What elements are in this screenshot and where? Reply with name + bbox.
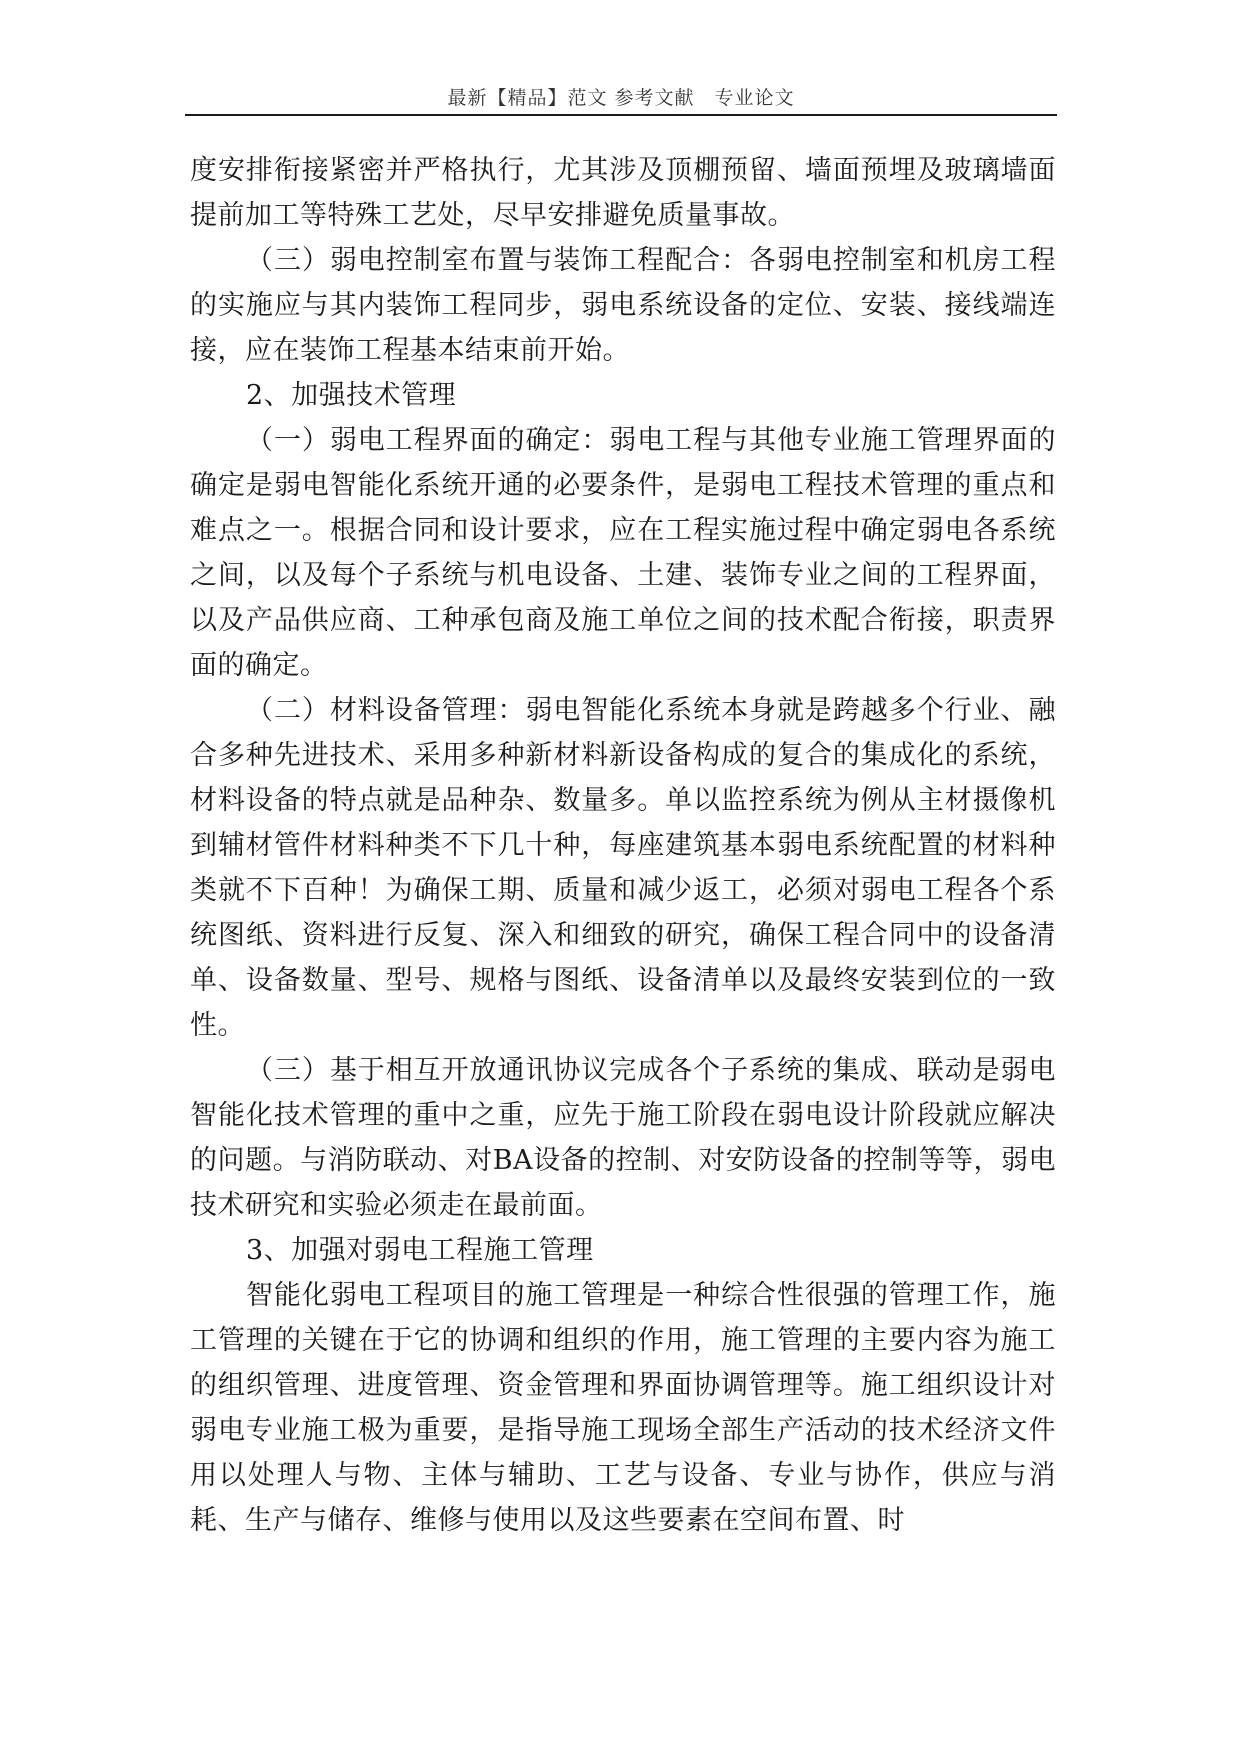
- header-divider: [185, 114, 1057, 116]
- paragraph-control-room: （三）弱电控制室布置与装饰工程配合：各弱电控制室和机房工程的实施应与其内装饰工程同步，弱电系统设备的定位、安装、接线端连接，应在装饰工程基本结束前开始。: [190, 245, 1056, 366]
- document-body: [190, 148, 1056, 1543]
- page-header: 最新【精品】范文 参考文献 专业论文: [447, 87, 795, 109]
- paragraph-material-equipment: （二）材料设备管理：弱电智能化系统本身就是跨越多个行业、融合多种先进技术、采用多种新材料新设备构成的复合的集成化的系统，材料设备的特点就是品种杂、数量多。单以监控系统为例从主材摄像机到辅材管件材料种类不下几十种，每座建筑基本弱电系统配置的材料种类就不下百种！为确保工期、质量和减少返工，必须对弱电工程各个系统图纸、资料进行反复、深入和细致的研究，确保工程合同中的设备清单、设备数量、型号、规格与图纸、设备清单以及最终安装到位的一致性。: [190, 695, 1056, 1041]
- paragraph-construction-management: 智能化弱电工程项目的施工管理是一种综合性很强的管理工作，施工管理的关键在于它的协调和组织的作用，施工管理的主要内容为施工的组织管理、进度管理、资金管理和界面协调管理等。施工组织设计对弱电专业施工极为重要，是指导施工现场全部生产活动的技术经济文件用以处理人与物、主体与辅助、工艺与设备、专业与协作，供应与消耗、生产与储存、维修与使用以及这些要素在空间布置、时: [190, 1280, 1056, 1536]
- section-heading-construction-management: 3、加强对弱电工程施工管理: [246, 1235, 594, 1266]
- paragraph-interface-definition: （一）弱电工程界面的确定：弱电工程与其他专业施工管理界面的确定是弱电智能化系统开通的必要条件，是弱电工程技术管理的重点和难点之一。根据合同和设计要求，应在工程实施过程中确定弱电各系统之间，以及每个子系统与机电设备、土建、装饰专业之间的工程界面，以及产品供应商、工种承包商及施工单位之间的技术配合衔接，职责界面的确定。: [190, 425, 1056, 681]
- paragraph-continued: 度安排衔接紧密并严格执行，尤其涉及顶棚预留、墙面预埋及玻璃墙面提前加工等特殊工艺处，尽早安排避免质量事故。: [190, 155, 1056, 231]
- section-heading-technical-management: 2、加强技术管理: [246, 380, 457, 411]
- paragraph-system-integration: （三）基于相互开放通讯协议完成各个子系统的集成、联动是弱电智能化技术管理的重中之重，应先于施工阶段在弱电设计阶段就应解决的问题。与消防联动、对BA设备的控制、对安防设备的控制等等，弱电技术研究和实验必须走在最前面。: [190, 1055, 1056, 1221]
